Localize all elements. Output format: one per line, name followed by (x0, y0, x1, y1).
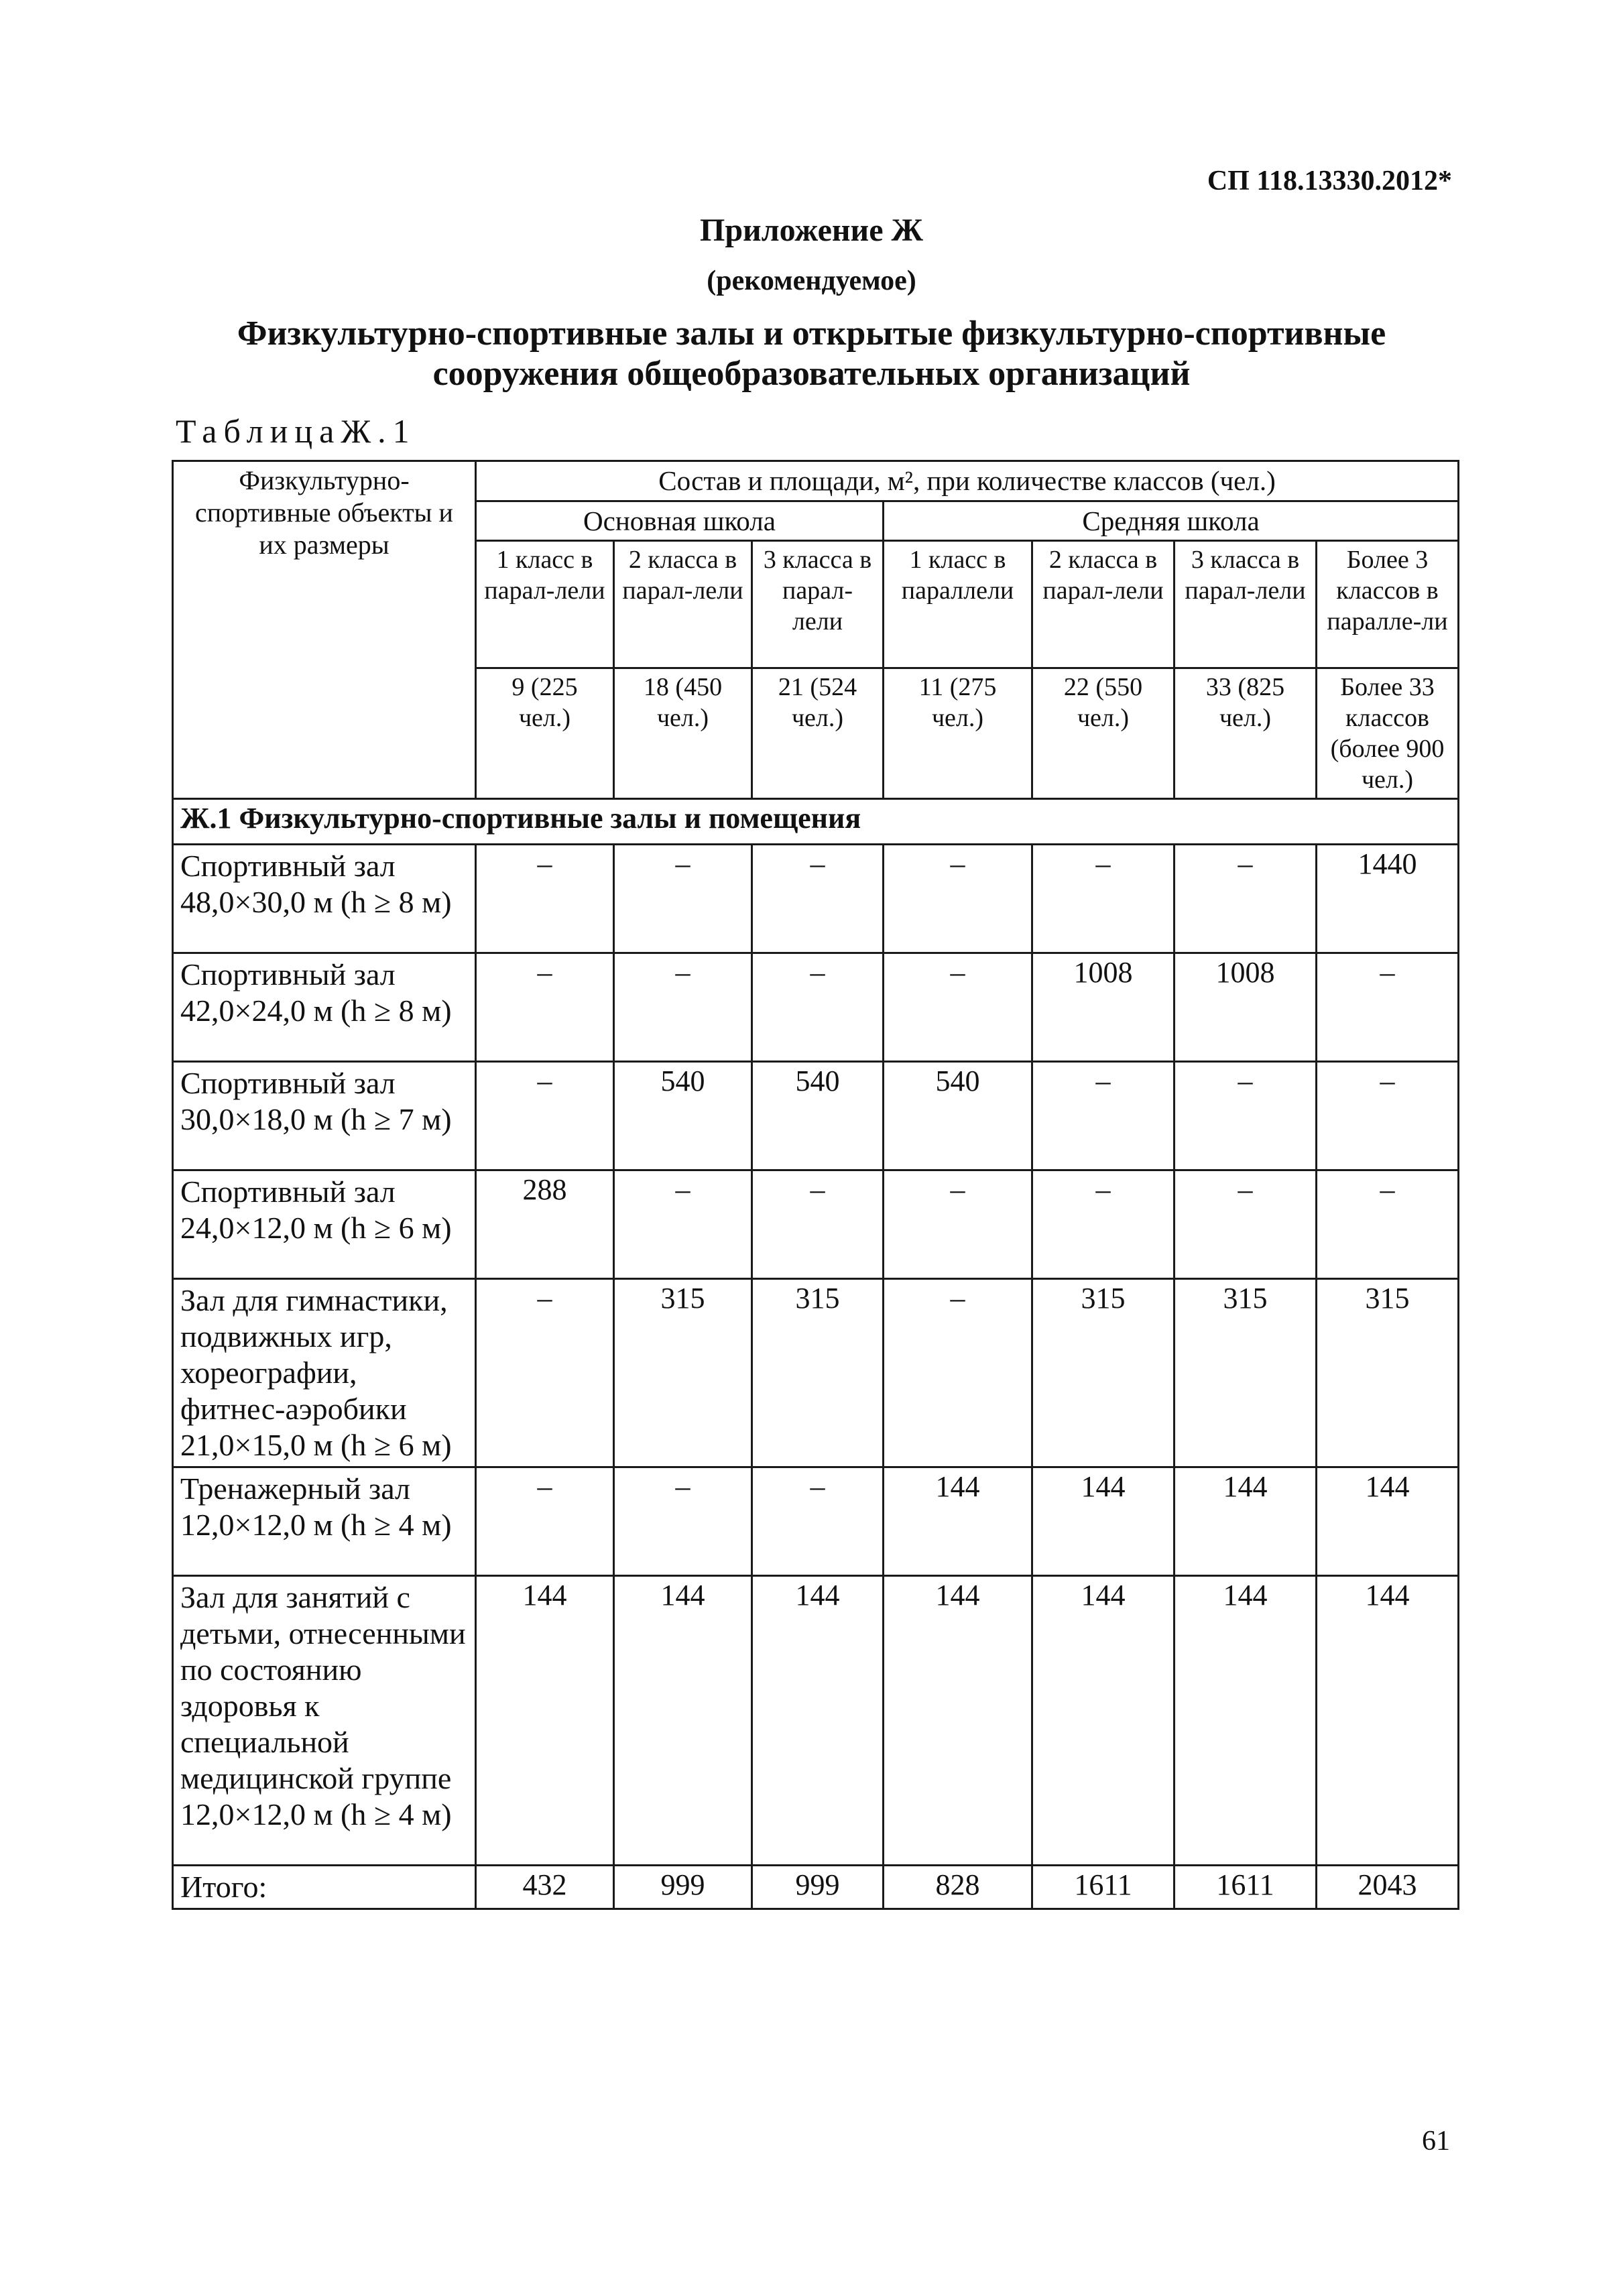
value-cell: 1008 (1175, 953, 1317, 1062)
main-title: Физкультурно-спортивные залы и открытые физкультурно-спортивные сооружения общеобразовательных организаций (237, 314, 1386, 393)
class-header-cell: 2 класса в парал-лели (1032, 541, 1175, 668)
value-cell: 144 (1175, 1467, 1317, 1576)
value-cell: – (1175, 1062, 1317, 1170)
total-cell: 828 (884, 1866, 1032, 1909)
table-row (173, 953, 1459, 1062)
total-cell: 999 (752, 1866, 884, 1909)
value-cell: 315 (614, 1279, 752, 1467)
appendix-title: Приложение Ж (700, 213, 923, 248)
group-basic-school: Основная школа (476, 501, 884, 541)
value-cell: 540 (884, 1062, 1032, 1170)
count-header-cell: 21 (524 чел.) (752, 668, 884, 799)
value-cell: – (752, 1170, 884, 1279)
value-cell: – (1317, 1062, 1459, 1170)
page-number: 61 (1422, 2126, 1450, 2157)
object-name: Зал для занятий с детьми, отнесенными по состоянию здоровья к специальной медицинской группе 12,0×12,0 м (h ≥ 4 м) (173, 1576, 476, 1866)
value-cell: – (1032, 845, 1175, 953)
value-cell: – (476, 1467, 614, 1576)
object-name: Тренажерный зал 12,0×12,0 м (h ≥ 4 м) (173, 1467, 476, 1576)
class-header-cell: 2 класса в парал-лели (614, 541, 752, 668)
value-cell: – (884, 1170, 1032, 1279)
class-header-cell: 1 класс в параллели (884, 541, 1032, 668)
object-name: Спортивный зал 48,0×30,0 м (h ≥ 8 м) (173, 845, 476, 953)
count-header-cell: 33 (825 чел.) (1175, 668, 1317, 799)
total-label: Итого: (173, 1866, 476, 1909)
value-cell: – (1317, 953, 1459, 1062)
count-header-cell: 11 (275 чел.) (884, 668, 1032, 799)
value-cell: 540 (752, 1062, 884, 1170)
table-row (173, 845, 1459, 953)
value-cell: 1008 (1032, 953, 1175, 1062)
count-header-cell: Более 33 классов (более 900 чел.) (1317, 668, 1459, 799)
value-cell: – (884, 845, 1032, 953)
value-cell: – (1175, 1170, 1317, 1279)
value-cell: 144 (884, 1576, 1032, 1866)
value-cell: 315 (1175, 1279, 1317, 1467)
value-cell: – (1317, 1170, 1459, 1279)
value-cell: 315 (1317, 1279, 1459, 1467)
document-code: СП 118.13330.2012* (1207, 166, 1452, 196)
count-header-cell: 18 (450 чел.) (614, 668, 752, 799)
value-cell: – (884, 1279, 1032, 1467)
count-header-cell: 22 (550 чел.) (1032, 668, 1175, 799)
value-cell: 144 (1317, 1467, 1459, 1576)
header-row-1 (173, 461, 1459, 501)
object-name: Спортивный зал 42,0×24,0 м (h ≥ 8 м) (173, 953, 476, 1062)
value-cell: 315 (1032, 1279, 1175, 1467)
value-cell: 144 (1032, 1467, 1175, 1576)
value-cell: – (614, 1467, 752, 1576)
value-cell: 288 (476, 1170, 614, 1279)
total-cell: 2043 (1317, 1866, 1459, 1909)
value-cell: 1440 (1317, 845, 1459, 953)
value-cell: – (1032, 1062, 1175, 1170)
value-cell: 144 (1032, 1576, 1175, 1866)
table-row (173, 1467, 1459, 1576)
appendix-subtitle: (рекомендуемое) (707, 265, 916, 296)
value-cell: 315 (752, 1279, 884, 1467)
value-cell: 144 (614, 1576, 752, 1866)
table-row (173, 1170, 1459, 1279)
total-row (173, 1866, 1459, 1909)
class-header-cell: 1 класс в парал-лели (476, 541, 614, 668)
count-header-cell: 9 (225 чел.) (476, 668, 614, 799)
value-cell: – (476, 1062, 614, 1170)
table-caption: ТаблицаЖ.1 (176, 412, 416, 450)
value-cell: 144 (884, 1467, 1032, 1576)
value-cell: 144 (1175, 1576, 1317, 1866)
object-name: Спортивный зал 24,0×12,0 м (h ≥ 6 м) (173, 1170, 476, 1279)
value-cell: 540 (614, 1062, 752, 1170)
total-cell: 999 (614, 1866, 752, 1909)
table-row (173, 1576, 1459, 1866)
class-header-cell: 3 класса в парал-лели (1175, 541, 1317, 668)
value-cell: – (752, 1467, 884, 1576)
section-row (173, 799, 1459, 845)
value-cell: – (1175, 845, 1317, 953)
total-cell: 1611 (1032, 1866, 1175, 1909)
value-cell: 144 (752, 1576, 884, 1866)
group-secondary-school: Средняя школа (884, 501, 1459, 541)
facilities-table (172, 460, 1459, 1910)
top-header-cell: Состав и площади, м², при количестве классов (чел.) (476, 461, 1459, 501)
value-cell: 144 (1317, 1576, 1459, 1866)
total-cell: 432 (476, 1866, 614, 1909)
value-cell: – (884, 953, 1032, 1062)
class-header-cell: 3 класса в парал-лели (752, 541, 884, 668)
total-cell: 1611 (1175, 1866, 1317, 1909)
value-cell: – (476, 953, 614, 1062)
value-cell: – (614, 845, 752, 953)
value-cell: – (614, 953, 752, 1062)
object-name: Спортивный зал 30,0×18,0 м (h ≥ 7 м) (173, 1062, 476, 1170)
table-row (173, 1062, 1459, 1170)
class-header-cell: Более 3 классов в паралле-ли (1317, 541, 1459, 668)
value-cell: – (1032, 1170, 1175, 1279)
value-cell: – (476, 1279, 614, 1467)
value-cell: – (752, 953, 884, 1062)
value-cell: – (476, 845, 614, 953)
value-cell: – (614, 1170, 752, 1279)
section-title: Ж.1 Физкультурно-спортивные залы и помещения (173, 799, 1459, 845)
value-cell: – (752, 845, 884, 953)
row-header-cell: Физкультурно-спортивные объекты и их размеры (173, 461, 476, 799)
table-row (173, 1279, 1459, 1467)
object-name: Зал для гимнастики, подвижных игр, хореографии, фитнес-аэробики 21,0×15,0 м (h ≥ 6 м) (173, 1279, 476, 1467)
value-cell: 144 (476, 1576, 614, 1866)
